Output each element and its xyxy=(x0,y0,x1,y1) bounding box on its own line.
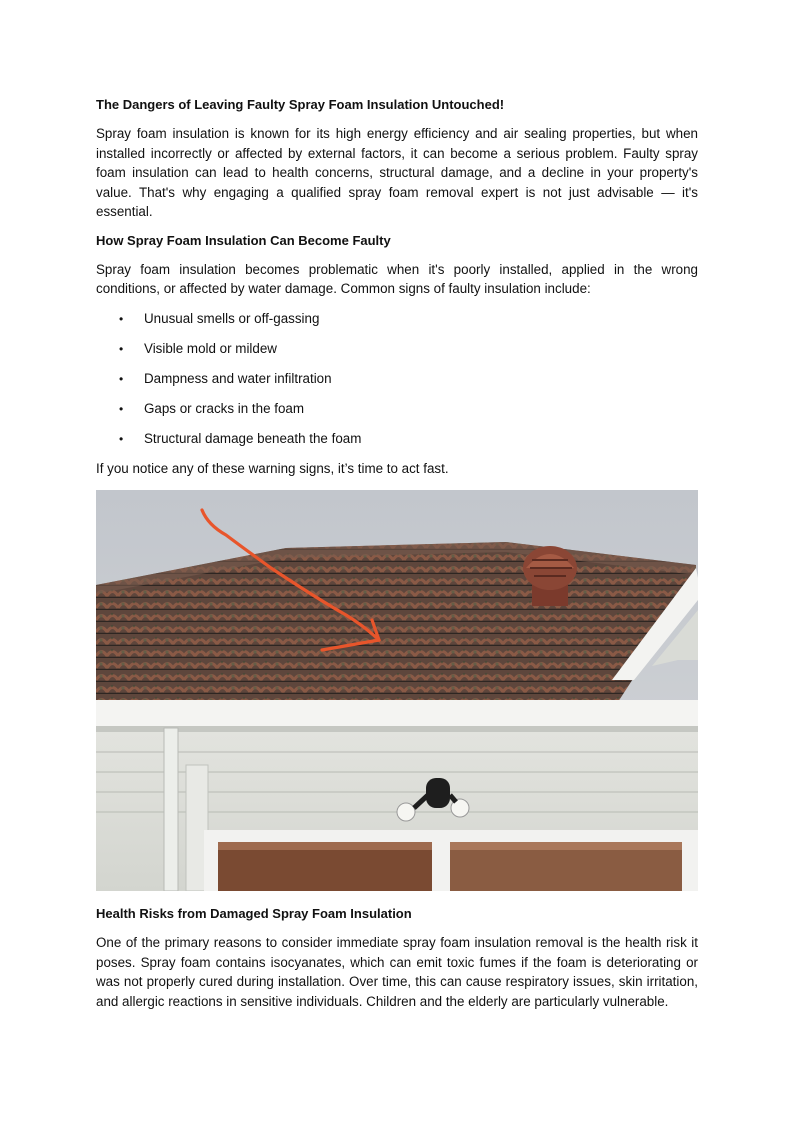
list-item-text: Unusual smells or off-gassing xyxy=(144,310,320,326)
paragraph-problematic: Spray foam insulation becomes problematic when it's poorly installed, applied in the wrong conditions, or affected by water damage. Common signs of faulty insulation include: xyxy=(96,261,698,296)
bullet-icon: • xyxy=(119,371,124,386)
list-item-text: Gaps or cracks in the foam xyxy=(144,400,305,416)
paragraph-health: One of the primary reasons to consider immediate spray foam insulation removal is the health risk it poses. Spray foam contains isocyanates, which can emit toxic fumes if the foam is deteriorating or was not properly cured during installation. Over time, this can cause respiratory issues, skin irritation, and allergic reactions in sensitive individuals. Children and the elderly are particularly vulnerable. xyxy=(96,935,698,1009)
bullet-icon: • xyxy=(119,341,124,356)
bullet-icon: • xyxy=(119,401,124,416)
document-body xyxy=(96,96,698,1021)
heading-dangers: The Dangers of Leaving Faulty Spray Foam Insulation Untouched! xyxy=(96,97,505,112)
heading-how-faulty: How Spray Foam Insulation Can Become Faulty xyxy=(96,232,391,248)
bullet-icon: • xyxy=(119,431,124,446)
list-item-text: Visible mold or mildew xyxy=(144,340,277,356)
list-item xyxy=(96,339,698,359)
heading-health-risks: Health Risks from Damaged Spray Foam Insulation xyxy=(96,906,412,921)
list-item xyxy=(96,369,698,389)
roof-photo xyxy=(96,490,698,891)
list-item xyxy=(96,429,698,449)
paragraph-warning: If you notice any of these warning signs, it’s time to act fast. xyxy=(96,460,449,476)
list-item-text: Dampness and water infiltration xyxy=(144,370,332,386)
paragraph-intro: Spray foam insulation is known for its high energy efficiency and air sealing properties, but when installed incorrectly or affected by external factors, it can become a serious problem. Faulty spray foam insulation can lead to health concerns, structural damage, and a decline in your property's value. That's why engaging a qualified spray foam removal expert is not just advisable — it's essential. xyxy=(96,126,698,219)
list-item xyxy=(96,399,698,419)
bullet-icon: • xyxy=(119,311,124,326)
list-item xyxy=(96,309,698,329)
signs-list xyxy=(96,309,698,449)
list-item-text: Structural damage beneath the foam xyxy=(144,430,362,446)
